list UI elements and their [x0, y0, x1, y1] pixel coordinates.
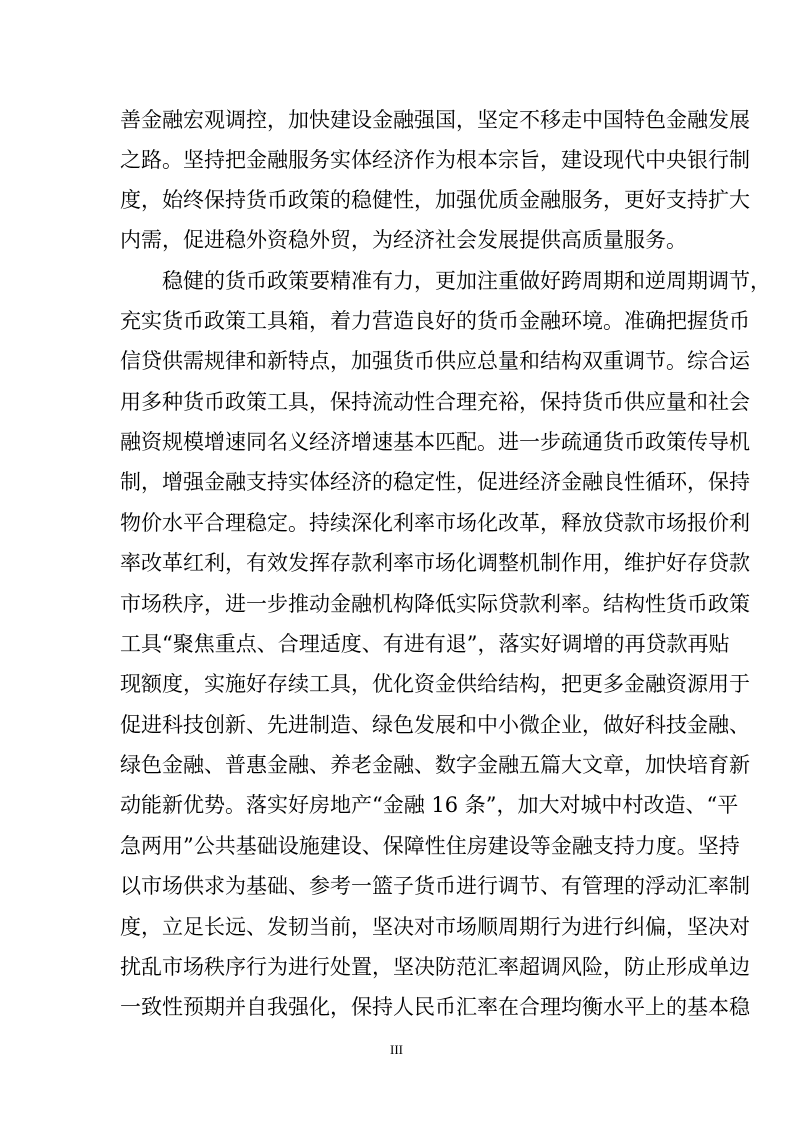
- paragraph-2-line-3: 信贷供需规律和新特点，加强货币供应总量和结构双重调节。综合运: [120, 349, 750, 373]
- paragraph-1-line-3: 度，始终保持货币政策的稳健性，加强优质金融服务，更好支持扩大: [120, 188, 750, 212]
- paragraph-2-line-6: 制，增强金融支持实体经济的稳定性，促进经济金融良性循环，保持: [120, 470, 750, 494]
- page-number: III: [390, 1042, 403, 1057]
- paragraph-2-line-19: 一致性预期并自我强化，保持人民币汇率在合理均衡水平上的基本稳: [120, 995, 750, 1019]
- paragraph-2-line-16: 以市场供求为基础、参考一篮子货币进行调节、有管理的浮动汇率制: [120, 874, 750, 898]
- paragraph-2-line-1: 稳健的货币政策要精准有力，更加注重做好跨周期和逆周期调节，: [162, 269, 771, 293]
- paragraph-2-line-9: 市场秩序，进一步推动金融机构降低实际贷款利率。结构性货币政策: [120, 592, 750, 616]
- paragraph-2-line-11: 现额度，实施好存续工具，优化资金供给结构，把更多金融资源用于: [120, 672, 750, 696]
- paragraph-2-line-15: 急两用”公共基础设施建设、保障性住房建设等金融支持力度。坚持: [120, 834, 740, 858]
- paragraph-1-line-1: 善金融宏观调控，加快建设金融强国，坚定不移走中国特色金融发展: [120, 108, 750, 132]
- paragraph-2-line-8: 率改革红利，有效发挥存款利率市场化调整机制作用，维护好存贷款: [120, 551, 750, 575]
- paragraph-2-line-7: 物价水平合理稳定。持续深化利率市场化改革，释放贷款市场报价利: [120, 511, 750, 535]
- paragraph-1-line-2: 之路。坚持把金融服务实体经济作为根本宗旨，建设现代中央银行制: [120, 148, 750, 172]
- paragraph-2-line-12: 促进科技创新、先进制造、绿色发展和中小微企业，做好科技金融、: [120, 713, 750, 737]
- paragraph-1-line-4: 内需，促进稳外资稳外贸，为经济社会发展提供高质量服务。: [120, 228, 687, 252]
- paragraph-2-line-4: 用多种货币政策工具，保持流动性合理充裕，保持货币供应量和社会: [120, 390, 750, 414]
- paragraph-2-line-17: 度，立足长远、发韧当前，坚决对市场顺周期行为进行纠偏，坚决对: [120, 915, 750, 939]
- paragraph-2-line-5: 融资规模增速同名义经济增速基本匹配。进一步疏通货币政策传导机: [120, 430, 750, 454]
- paragraph-2-line-18: 扰乱市场秩序行为进行处置，坚决防范汇率超调风险，防止形成单边: [120, 955, 750, 979]
- paragraph-2-line-2: 充实货币政策工具箱，着力营造良好的货币金融环境。准确把握货币: [120, 309, 750, 333]
- paragraph-2-line-10: 工具“聚焦重点、合理适度、有进有退”，落实好调增的再贷款再贴: [120, 632, 730, 656]
- paragraph-2-line-13: 绿色金融、普惠金融、养老金融、数字金融五篇大文章，加快培育新: [120, 753, 750, 777]
- paragraph-2-line-14: 动能新优势。落实好房地产“金融 16 条”，加大对城中村改造、“平: [120, 793, 739, 817]
